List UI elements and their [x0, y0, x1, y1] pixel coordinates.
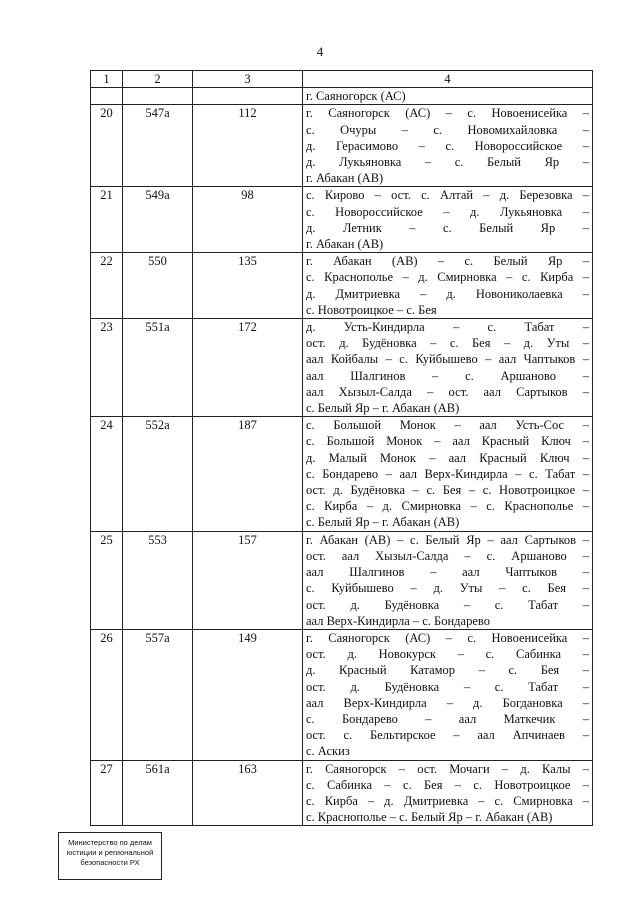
route-line: с. Кирба – д. Дмитриевка – с. Смирновка – [306, 793, 589, 808]
route-line: аал Шалгинов – с. Аршаново – [306, 368, 589, 383]
route-code: 552а [123, 417, 193, 531]
route-line: д. Дмитриевка – д. Новониколаевка – [306, 286, 589, 301]
route-line: ост. д. Будёновка – с. Бея – с. Новотроицкое – [306, 483, 589, 498]
route-description [303, 253, 593, 319]
route-distance: 163 [193, 760, 303, 826]
route-number: 25 [91, 531, 123, 629]
table-row [91, 760, 593, 826]
route-line: с. Аскиз [306, 744, 350, 759]
route-line: с. Большой Монок – аал Красный Ключ – [306, 434, 589, 449]
route-line: г. Саяногорск – ост. Мочаги – д. Калы – [306, 761, 589, 776]
route-line: ост. с. Бельтирское – аал Апчинаев – [306, 728, 589, 743]
route-description [303, 629, 593, 760]
stamp-line: юстиции и региональной [66, 848, 154, 857]
column-header-2: 2 [123, 71, 193, 88]
route-number: 20 [91, 105, 123, 187]
stamp-line: Министерство по делам [68, 838, 152, 847]
route-line: д. Лукьяновка – с. Белый Яр – [306, 155, 589, 170]
route-description [303, 760, 593, 826]
route-line: д. Красный Катамор – с. Бея – [306, 663, 589, 678]
route-distance: 172 [193, 319, 303, 417]
table-row [91, 187, 593, 253]
route-line: с. Кирово – ост. с. Алтай – д. Березовка – [306, 188, 589, 203]
table-row [91, 253, 593, 319]
continuation-row [91, 88, 593, 105]
route-line: г. Абакан (АВ) [306, 171, 384, 186]
route-line: с. Куйбышево – д. Уты – с. Бея – [306, 581, 589, 596]
route-line: аал Верх-Киндирла – д. Богдановка – [306, 695, 589, 710]
route-line: с. Краснополье – д. Смирновка – с. Кирба – [306, 270, 589, 285]
route-line: аал Хызыл-Салда – ост. аал Сартыков – [306, 384, 589, 399]
route-description [303, 187, 593, 253]
continuation-text: г. Саяногорск (АС) [303, 88, 593, 105]
page-number: 4 [316, 44, 324, 59]
route-description [303, 319, 593, 417]
route-line: с. Очуры – с. Новомихайловка – [306, 122, 589, 137]
column-header-3: 3 [193, 71, 303, 88]
route-line: с. Сабинка – с. Бея – с. Новотроицкое – [306, 777, 589, 792]
table-row [91, 105, 593, 187]
route-line: д. Герасимово – с. Новороссийское – [306, 138, 589, 153]
route-line: ост. д. Будёновка – с. Табат – [306, 597, 589, 612]
route-distance: 112 [193, 105, 303, 187]
route-line: с. Белый Яр – г. Абакан (АВ) [306, 515, 460, 530]
route-distance: 135 [193, 253, 303, 319]
table-row [91, 531, 593, 629]
route-line: г. Саяногорск (АС) – с. Новоенисейка – [306, 106, 589, 121]
route-line: с. Краснополье – с. Белый Яр – г. Абакан (АВ) [306, 810, 553, 825]
route-description [303, 417, 593, 531]
route-line: с. Большой Монок – аал Усть-Сос – [306, 418, 589, 433]
table-row [91, 629, 593, 760]
table-row [91, 417, 593, 531]
route-line: аал Койбалы – с. Куйбышево – аал Чаптыков – [306, 352, 589, 367]
route-distance: 149 [193, 629, 303, 760]
routes-table [90, 70, 593, 826]
route-line: д. Малый Монок – аал Красный Ключ – [306, 450, 589, 465]
route-code: 553 [123, 531, 193, 629]
route-line: с. Новороссийское – д. Лукьяновка – [306, 204, 589, 219]
route-description [303, 531, 593, 629]
route-line: ост. д. Будёновка – с. Табат – [306, 679, 589, 694]
route-number: 24 [91, 417, 123, 531]
route-description [303, 105, 593, 187]
route-number: 22 [91, 253, 123, 319]
route-distance: 187 [193, 417, 303, 531]
route-number: 23 [91, 319, 123, 417]
route-line: г. Абакан (АВ) – с. Белый Яр – аал Сартыков – [306, 532, 589, 547]
route-line: с. Кирба – д. Смирновка – с. Краснополье – [306, 499, 589, 514]
stamp-line: безопасности РХ [80, 858, 140, 867]
route-line: ост. д. Новокурск – с. Сабинка – [306, 647, 589, 662]
route-distance: 98 [193, 187, 303, 253]
route-line: с. Бондарево – аал Верх-Киндирла – с. Табат – [306, 466, 589, 481]
route-line: г. Саяногорск (АС) – с. Новоенисейка – [306, 630, 589, 645]
route-number: 21 [91, 187, 123, 253]
route-code: 550 [123, 253, 193, 319]
route-line: ост. аал Хызыл-Салда – с. Аршаново – [306, 548, 589, 563]
table-header-row [91, 71, 593, 88]
column-header-4: 4 [303, 71, 593, 88]
route-code: 561а [123, 760, 193, 826]
route-code: 547а [123, 105, 193, 187]
ministry-stamp [58, 832, 162, 880]
route-number: 26 [91, 629, 123, 760]
route-distance: 157 [193, 531, 303, 629]
route-line: г. Абакан (АВ) [306, 237, 384, 252]
route-line: д. Летник – с. Белый Яр – [306, 220, 589, 235]
route-code: 557а [123, 629, 193, 760]
route-line: д. Усть-Киндирла – с. Табат – [306, 320, 589, 335]
route-line: с. Бондарево – аал Маткечик – [306, 711, 589, 726]
column-header-1: 1 [91, 71, 123, 88]
route-line: с. Белый Яр – г. Абакан (АВ) [306, 401, 460, 416]
route-code: 551а [123, 319, 193, 417]
route-number: 27 [91, 760, 123, 826]
route-line: г. Абакан (АВ) – с. Белый Яр – [306, 254, 589, 269]
route-code: 549а [123, 187, 193, 253]
route-line: аал Верх-Киндирла – с. Бондарево [306, 613, 490, 628]
route-line: ост. д. Будёновка – с. Бея – д. Уты – [306, 336, 589, 351]
table-row [91, 319, 593, 417]
route-line: аал Шалгинов – аал Чаптыков – [306, 565, 589, 580]
route-line: с. Новотроицкое – с. Бея [306, 302, 437, 317]
